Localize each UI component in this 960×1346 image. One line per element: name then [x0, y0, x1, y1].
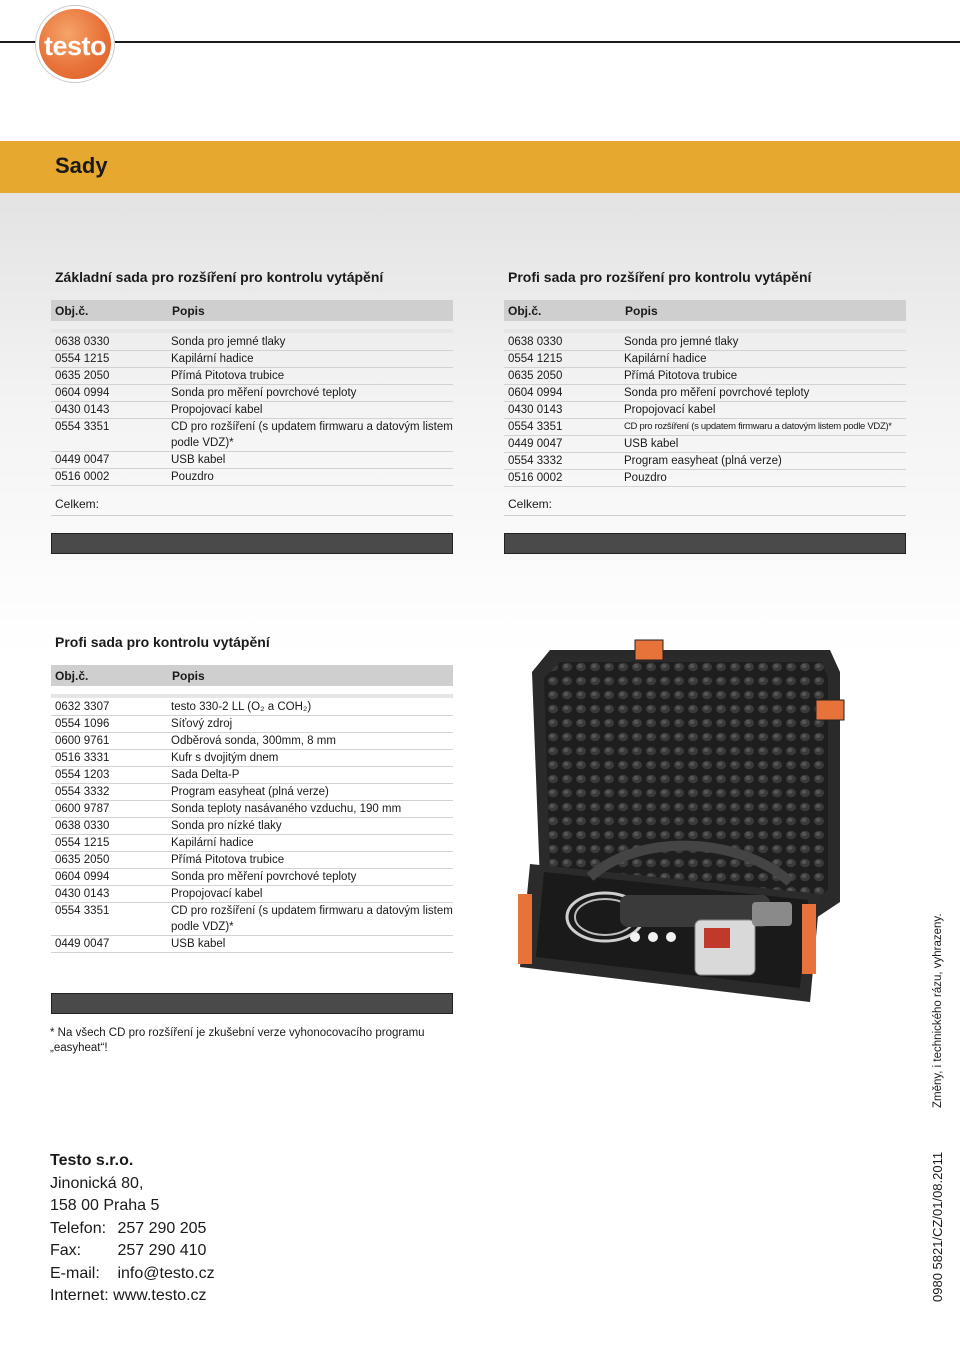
table-row — [51, 385, 453, 402]
set1-price-bar — [51, 533, 453, 554]
company-street: Jinonická 80, — [50, 1174, 144, 1192]
set1-title: Základní sada pro rozšíření pro kontrolu vytápění — [55, 269, 384, 285]
item-description: Propojovací kabel — [624, 404, 716, 416]
order-number: 0554 1215 — [55, 837, 110, 849]
order-number: 0554 3332 — [508, 455, 563, 467]
set3-title: Profi sada pro kontrolu vytápění — [55, 634, 270, 650]
table-row — [51, 419, 453, 452]
table-row — [51, 886, 453, 903]
disclaimer-vertical: Změny, i technického rázu, vyhrazeny. — [932, 913, 944, 1108]
order-number: 0554 1215 — [508, 353, 563, 365]
item-description: Propojovací kabel — [171, 404, 263, 416]
item-description: USB kabel — [171, 454, 226, 466]
page-title: Sady — [55, 153, 108, 178]
item-description: Kapilární hadice — [171, 353, 254, 365]
table-row — [504, 419, 906, 436]
order-number: 0638 0330 — [55, 820, 110, 832]
logo-text: testo — [43, 31, 106, 61]
footnote: * Na všech CD pro rozšíření je zkušební verze vyhonocovacího programu „easyheat“! — [50, 1027, 425, 1054]
table-row — [504, 385, 906, 402]
table-row — [504, 334, 906, 351]
table-row — [504, 453, 906, 470]
title-band — [0, 141, 960, 193]
fax-label: Fax: — [50, 1242, 82, 1259]
set1-col-desc: Popis — [172, 304, 205, 318]
set2-title: Profi sada pro rozšíření pro kontrolu vytápění — [508, 269, 812, 285]
item-description: Program easyheat (plná verze) — [171, 786, 329, 798]
table-row — [51, 818, 453, 835]
order-number: 0449 0047 — [55, 938, 110, 950]
order-number: 0430 0143 — [55, 888, 110, 900]
table-row — [504, 402, 906, 419]
order-number: 0635 2050 — [55, 370, 110, 382]
table-row — [51, 784, 453, 801]
email-line — [50, 1263, 215, 1286]
doc-code-vertical: 0980 5821/CZ/01/08.2011 — [930, 1151, 945, 1302]
item-description: Odběrová sonda, 300mm, 8 mm — [171, 735, 336, 747]
fax-value: 257 290 410 — [117, 1242, 207, 1259]
web-label: Internet: — [50, 1287, 109, 1304]
set2-col-code: Obj.č. — [508, 304, 542, 318]
item-description: testo 330-2 LL (O₂ a COH₂) — [171, 701, 312, 713]
fax-line — [50, 1240, 215, 1263]
item-description: Sonda pro měření povrchové teploty — [624, 387, 810, 399]
set2-rows — [504, 334, 906, 487]
table-row — [51, 452, 453, 469]
table-row — [504, 470, 906, 487]
table-row — [51, 936, 453, 953]
table-row — [51, 402, 453, 419]
table-row — [504, 351, 906, 368]
order-number: 0554 3351 — [55, 421, 110, 433]
top-rule — [0, 41, 960, 43]
order-number: 0430 0143 — [508, 404, 563, 416]
item-description: Program easyheat (plná verze) — [624, 455, 782, 467]
phone-value: 257 290 205 — [117, 1219, 207, 1237]
item-description: Pouzdro — [624, 472, 667, 484]
web-line — [50, 1285, 215, 1308]
item-description: Pouzdro — [171, 471, 214, 483]
table-row — [504, 436, 906, 453]
set1-total-label: Celkem: — [55, 497, 100, 511]
set2-table-header — [504, 300, 906, 321]
order-number: 0554 1203 — [55, 769, 110, 781]
item-description: Síťový zdroj — [171, 718, 233, 730]
set1-total — [51, 495, 453, 516]
company-name: Testo s.r.o. — [50, 1152, 134, 1169]
set3-col-desc: Popis — [172, 669, 205, 683]
table-row — [51, 835, 453, 852]
order-number: 0600 9787 — [55, 803, 110, 815]
order-number: 0554 3351 — [55, 905, 110, 917]
item-description: Kapilární hadice — [624, 353, 707, 365]
order-number: 0554 1215 — [55, 353, 110, 365]
company-city: 158 00 Praha 5 — [50, 1197, 160, 1214]
table-row — [504, 368, 906, 385]
set2-price-bar — [504, 533, 906, 554]
item-description: Sonda pro jemné tlaky — [624, 336, 739, 348]
table-row — [51, 469, 453, 486]
set1-rows — [51, 334, 453, 486]
email-label: E-mail: — [50, 1264, 100, 1282]
order-number: 0516 0002 — [55, 471, 110, 483]
item-description: Kufr s dvojitým dnem — [171, 752, 279, 764]
order-number: 0516 0002 — [508, 472, 563, 484]
set1-table-header — [51, 300, 453, 321]
set3-table-header — [51, 665, 453, 686]
order-number: 0604 0994 — [55, 871, 110, 883]
item-description: Sonda pro měření povrchové teploty — [171, 871, 357, 883]
set3-header-rule — [51, 694, 453, 698]
item-description: Sonda pro měření povrchové teploty — [171, 387, 357, 399]
instrument-case-illustration — [490, 632, 850, 1016]
order-number: 0635 2050 — [55, 854, 110, 866]
item-description: Přímá Pitotova trubice — [171, 370, 285, 382]
order-number: 0604 0994 — [508, 387, 563, 399]
order-number: 0600 9761 — [55, 735, 110, 747]
item-description: Propojovací kabel — [171, 888, 263, 900]
item-description: Sonda pro nízké tlaky — [171, 820, 282, 832]
table-row — [51, 869, 453, 886]
table-row — [51, 767, 453, 784]
order-number: 0638 0330 — [508, 336, 563, 348]
set2-total — [504, 495, 906, 516]
item-description: USB kabel — [171, 938, 226, 950]
table-row — [51, 750, 453, 767]
set1-header-rule — [51, 329, 453, 333]
order-number: 0554 3351 — [508, 421, 563, 433]
phone-line — [50, 1218, 215, 1241]
set1-col-code: Obj.č. — [55, 304, 89, 318]
table-row — [51, 733, 453, 750]
order-number: 0635 2050 — [508, 370, 563, 382]
table-row — [51, 699, 453, 716]
item-description: CD pro rozšíření (s updatem firmwaru a datovým listem podle VDZ)* — [171, 905, 453, 933]
set3-col-code: Obj.č. — [55, 669, 89, 683]
order-number: 0449 0047 — [55, 454, 110, 466]
item-description: Sada Delta-P — [171, 769, 240, 781]
item-description: CD pro rozšíření (s updatem firmwaru a datovým listem podle VDZ)* — [171, 421, 453, 449]
table-row — [51, 351, 453, 368]
order-number: 0516 3331 — [55, 752, 110, 764]
table-row — [51, 852, 453, 869]
item-description: CD pro rozšíření (s updatem firmwaru a datovým listem podle VDZ)* — [624, 421, 892, 432]
order-number: 0554 3332 — [55, 786, 110, 798]
item-description: USB kabel — [624, 438, 679, 450]
item-description: Přímá Pitotova trubice — [171, 854, 285, 866]
set2-total-label: Celkem: — [508, 497, 553, 511]
item-description: Sonda pro jemné tlaky — [171, 336, 286, 348]
set3-rows — [51, 699, 453, 953]
set2-col-desc: Popis — [625, 304, 658, 318]
order-number: 0632 3307 — [55, 701, 110, 713]
table-row — [51, 334, 453, 351]
item-description: Sonda teploty nasávaného vzduchu, 190 mm — [171, 803, 402, 815]
table-row — [51, 368, 453, 385]
table-row — [51, 903, 453, 936]
company-contact — [50, 1150, 215, 1308]
item-description: Kapilární hadice — [171, 837, 254, 849]
set3-price-bar — [51, 993, 453, 1014]
email-value[interactable]: info@testo.cz — [117, 1264, 215, 1282]
order-number: 0554 1096 — [55, 718, 110, 730]
web-value[interactable]: www.testo.cz — [113, 1287, 207, 1304]
order-number: 0604 0994 — [55, 387, 110, 399]
order-number: 0449 0047 — [508, 438, 563, 450]
phone-label: Telefon: — [50, 1219, 107, 1237]
table-row — [51, 716, 453, 733]
order-number: 0638 0330 — [55, 336, 110, 348]
order-number: 0430 0143 — [55, 404, 110, 416]
set2-header-rule — [504, 329, 906, 333]
testo-logo — [36, 6, 114, 82]
table-row — [51, 801, 453, 818]
item-description: Přímá Pitotova trubice — [624, 370, 738, 382]
